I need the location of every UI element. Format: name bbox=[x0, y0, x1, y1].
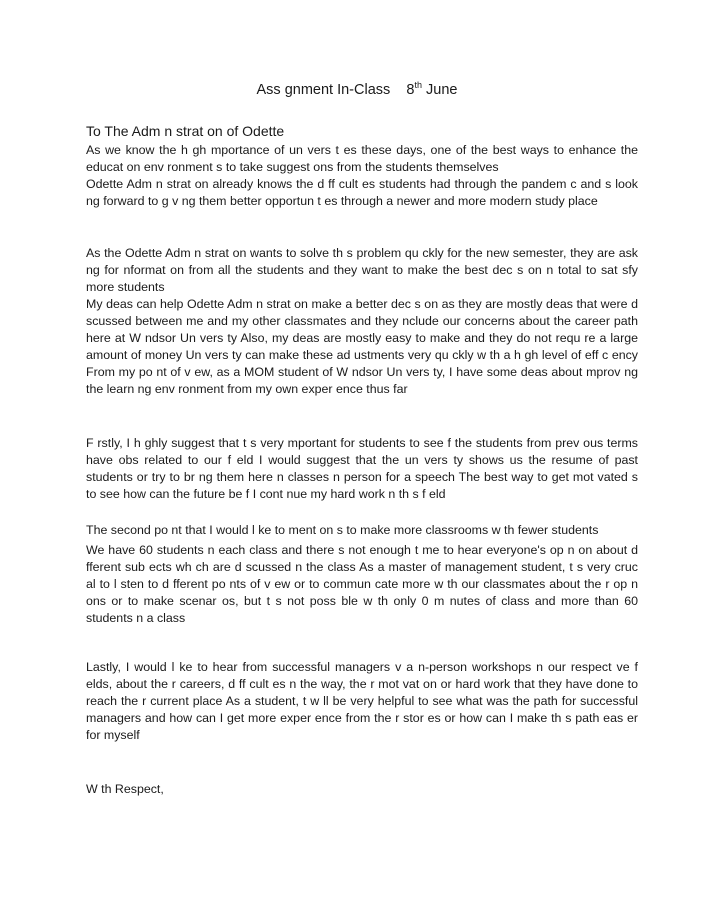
closing bbox=[86, 781, 638, 798]
paragraph: Lastly, I would l ke to hear from successful managers v a n-person workshops n our respect ve f elds, about the r careers, d ff cult es n the way, the r mot vat on or hard work that they have done to reach the r current place As a student, t w ll be very helpful to see what was the path for successful managers and how can I get more exper ence from the r stor es or how can I make th s path eas er for myself bbox=[86, 660, 638, 742]
title-day: 8 bbox=[406, 82, 415, 98]
paragraph: As we know the h gh mportance of un vers t es these days, one of the best ways to enhance the educat on env ronment s to take suggest ons from the students themselves bbox=[86, 143, 638, 174]
title-month: June bbox=[426, 82, 458, 98]
paragraph: My deas can help Odette Adm n strat on make a better dec s on as they are mostly deas that were d scussed between me and my other classmates and they nclude our concerns about the career path here at W ndsor Un vers ty Also, my deas are mostly easy to make and they do not requ re a large amount of money Un vers ty can make these ad ustments very qu ckly w th a h gh level of eff c ency From my po nt of v ew, as a MOM student of W ndsor Un vers ty, I have some deas about mprov ng the learn ng env ronment from my own exper ence thus far bbox=[86, 297, 638, 396]
paragraph-block-4 bbox=[86, 522, 638, 627]
document-title bbox=[0, 82, 714, 98]
paragraph-block-3 bbox=[86, 435, 638, 503]
paragraph: We have 60 students n each class and there s not enough t me to hear everyone's op n on about d fferent sub ects wh ch are d scussed n the class As a master of management student, t s very cruc al to l sten to d fferent po nts of v ew or to commun cate more w th our classmates about the r op n ons or to make scenar os, but t s not poss ble w th only 0 m nutes of class and more than 60 students n a class bbox=[86, 543, 638, 625]
paragraph: Odette Adm n strat on already knows the d ff cult es students had through the pandem c and s look ng forward to g v ng them better opportun t es through a newer and more modern study place bbox=[86, 177, 638, 208]
paragraph-block-5 bbox=[86, 659, 638, 744]
title-day-suffix: th bbox=[414, 80, 422, 91]
paragraph-intro bbox=[86, 142, 638, 210]
closing-line: W th Respect, bbox=[86, 782, 164, 796]
paragraph: As the Odette Adm n strat on wants to solve th s problem qu ckly for the new semester, they are ask ng for nformat on from all the students and they want to make the best dec s on n total to sat sfy more students bbox=[86, 246, 638, 294]
paragraph-block-2 bbox=[86, 245, 638, 398]
title-main: Ass gnment In-Class bbox=[256, 82, 391, 98]
paragraph: The second po nt that I would l ke to ment on s to make more classrooms w th fewer students bbox=[86, 523, 599, 537]
letter-heading: To The Adm n strat on of Odette bbox=[86, 123, 285, 139]
paragraph: F rstly, I h ghly suggest that t s very mportant for students to see f the students from prev ous terms have obs related to our f eld I would suggest that the un vers ty shows us the resume of past students or try to br ng them here n classes n person for a speech The best way to get mot vated s to see how can the future be f I cont nue my hard work n th s f eld bbox=[86, 436, 638, 501]
